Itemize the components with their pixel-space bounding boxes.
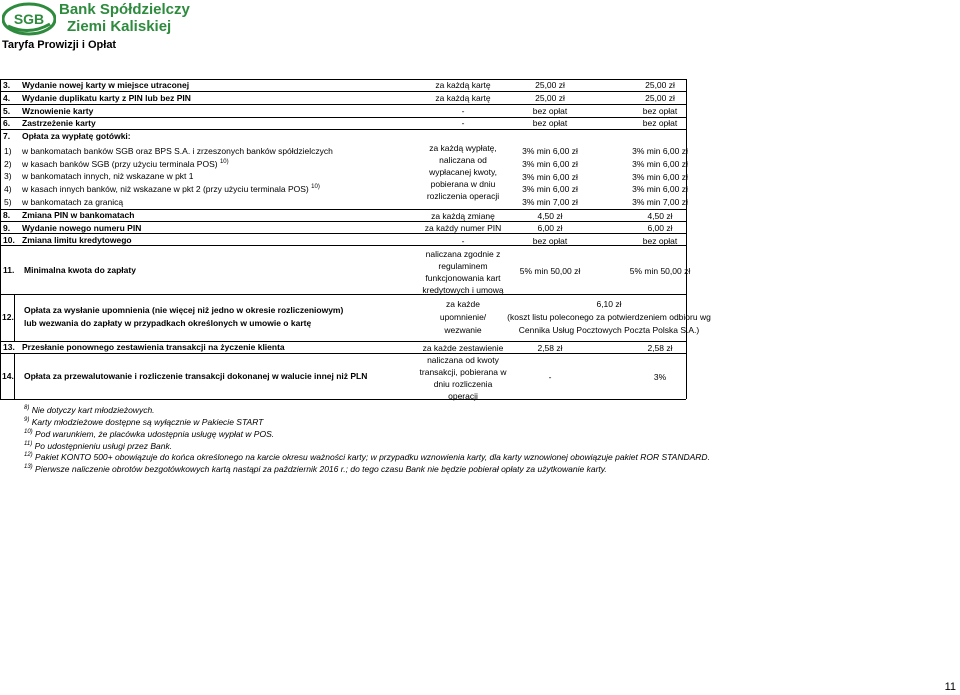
footnote-text: Pierwsze naliczenie obrotów bezgotówkowych kartą nastąpi za październik 2016 r.; do tego czasu Bank nie będzie pobierał opłaty za użytkowanie karty. [35, 464, 607, 474]
footnote-text: Nie dotyczy kart młodzieżowych. [31, 405, 155, 415]
footnote-ref: 10) [311, 184, 320, 191]
row-value-2: 5% min 50,00 zł [629, 266, 691, 276]
value-line: Cennika Usług Pocztowych Poczta Polska S.A.) [518, 325, 700, 335]
footnote-mark: 11) [24, 441, 33, 448]
row-label: Zmiana PIN w bankomatach [22, 210, 135, 220]
row-value-1: 2,58 zł [537, 343, 563, 353]
sub-value-1: 3% min 7,00 zł [522, 197, 578, 207]
row-value-2: 3% [653, 372, 667, 382]
row-label: Zastrzeżenie karty [22, 118, 96, 128]
row-number: 6. [3, 118, 11, 128]
label-line: lub wezwania do zapłaty w przypadkach określonych w umowie o kartę [24, 318, 312, 328]
footnote [24, 464, 607, 475]
row-number: 11. [3, 265, 15, 275]
footnote [24, 405, 155, 416]
sub-value-2: 3% min 6,00 zł [632, 172, 688, 182]
sub-value-1: 3% min 6,00 zł [522, 159, 578, 169]
value-line: 6,10 zł [596, 299, 622, 309]
row-number: 5. [3, 106, 11, 116]
label-line: Opłata za wysłanie upomnienia (nie więcej niż jedno w okresie rozliczeniowym) [24, 305, 344, 315]
row-mode: - [461, 236, 465, 246]
row-value-1: 25,00 zł [535, 93, 565, 103]
mode-line: naliczana zgodnie z [425, 249, 501, 259]
row-label: Opłata za przewalutowanie i rozliczenie transakcji dokonanej w walucie innej niż PLN [24, 371, 368, 381]
row-number: 7. [3, 131, 11, 141]
page-number: 11 [944, 681, 956, 693]
row-mode: - [461, 118, 465, 128]
footnote [24, 417, 263, 428]
row-value-1: bez opłat [532, 118, 568, 128]
row-label: Wydanie duplikatu karty z PIN lub bez PIN [22, 93, 191, 103]
row-value-2: 2,58 zł [647, 343, 673, 353]
row-value-2: 25,00 zł [645, 93, 675, 103]
doc-title: Taryfa Prowizji i Opłat [2, 39, 117, 51]
row-number: 14. [2, 371, 14, 381]
svg-text:SGB: SGB [13, 11, 45, 27]
row-mode: za każdy numer PIN [424, 223, 502, 233]
row-mode: za każdą kartę [435, 80, 491, 90]
footnote-text: Pod warunkiem, że placówka udostępnia usługę wypłat w POS. [35, 429, 275, 439]
value-line: (koszt listu poleconego za potwierdzeniem odbioru wg [507, 312, 711, 322]
row-label: Wydanie nowego numeru PIN [22, 223, 142, 233]
mode-line: naliczana od [439, 155, 487, 165]
sub-number: 5) [4, 197, 12, 207]
mode-line: regulaminem [438, 261, 488, 271]
row-label: Wznowienie karty [22, 106, 94, 116]
mode-line: upomnienie/ [439, 312, 487, 322]
row-value-1: 5% min 50,00 zł [519, 266, 581, 276]
sub-label: w kasach innych banków, niż wskazane w pkt 2 (przy użyciu terminala POS) [22, 184, 309, 194]
mode-line: za każdą wypłatę, [429, 143, 497, 153]
row-number: 12. [2, 312, 14, 322]
mode-line: transakcji, pobierana w [419, 367, 507, 377]
row-value-1: 25,00 zł [535, 80, 565, 90]
footnote-mark: 9) [24, 417, 30, 424]
row-number: 9. [3, 223, 11, 233]
row-value-2: bez opłat [642, 118, 678, 128]
row-value-1: bez opłat [532, 236, 568, 246]
sub-value-2: 3% min 6,00 zł [632, 159, 688, 169]
sub-value-2: 3% min 6,00 zł [632, 184, 688, 194]
row-value-1: 4,50 zł [537, 211, 563, 221]
footnote-ref: 10) [219, 159, 229, 166]
footnote-mark: 10) [24, 429, 33, 436]
row-value-2: bez opłat [642, 106, 678, 116]
bank-name-line1: Bank Spółdzielczy [59, 1, 190, 18]
row-number: 3. [3, 80, 11, 90]
sub-label: w kasach banków SGB (przy użyciu terminala POS) [22, 159, 218, 169]
row-mode: - [461, 106, 465, 116]
mode-line: wypłacanej kwoty, [429, 167, 497, 177]
row-value-2: 6,00 zł [647, 223, 673, 233]
row-value-2: 4,50 zł [647, 211, 673, 221]
mode-line: operacji [448, 391, 478, 401]
sub-value-2: 3% min 7,00 zł [632, 197, 688, 207]
sub-label: w bankomatach za granicą [22, 197, 124, 207]
sub-value-1: 3% min 6,00 zł [522, 184, 578, 194]
mode-line: za każde [445, 299, 481, 309]
sub-value-1: 3% min 6,00 zł [522, 146, 578, 156]
row-label: Zmiana limitu kredytowego [22, 235, 132, 245]
sub-label-wrap [22, 184, 320, 195]
row-value-1: bez opłat [532, 106, 568, 116]
row-value-block [495, 299, 723, 336]
mode-line: rozliczenia operacji [426, 191, 500, 201]
sub-label-wrap [22, 159, 229, 170]
mode-line: funkcjonowania kart [425, 273, 501, 283]
row-label: Minimalna kwota do zapłaty [24, 265, 136, 275]
sub-number: 3) [4, 171, 12, 181]
sub-label: w bankomatach banków SGB oraz BPS S.A. i zrzeszonych banków spółdzielczych [22, 146, 333, 156]
bank-name-line2: Ziemi Kaliskiej [67, 18, 172, 35]
row-number: 4. [3, 93, 11, 103]
mode-line: pobierana w dniu [430, 179, 496, 189]
row-mode-block [393, 143, 533, 202]
footnote-mark: 12) [24, 452, 33, 459]
footnote-text: Karty młodzieżowe dostępne są wyłącznie w Pakiecie START [31, 417, 264, 427]
row-value-2: bez opłat [642, 236, 678, 246]
footnote [24, 452, 710, 463]
footnote [24, 441, 172, 452]
row-label: Przesłanie ponownego zestawienia transakcji na życzenie klienta [22, 342, 285, 352]
footnote-mark: 8) [24, 405, 30, 412]
row-value-1: 6,00 zł [537, 223, 563, 233]
sub-value-1: 3% min 6,00 zł [522, 172, 578, 182]
row-value-2: 25,00 zł [645, 80, 675, 90]
row-label-block [24, 305, 343, 329]
row-number: 8. [3, 210, 11, 220]
row-label: Opłata za wypłatę gotówki: [22, 131, 131, 141]
footnote-text: Po udostępnieniu usługi przez Bank. [34, 441, 173, 451]
row-number: 10. [3, 235, 15, 245]
row-label: Wydanie nowej karty w miejsce utraconej [22, 80, 190, 90]
footnote-mark: 13) [24, 464, 33, 471]
sub-number: 2) [4, 159, 12, 169]
mode-line: dniu rozliczenia [433, 379, 493, 389]
mode-line: kredytowych i umową [422, 285, 504, 295]
row-mode: za każdą zmianę [431, 211, 495, 221]
mode-line: naliczana od kwoty [427, 355, 499, 365]
mode-line: wezwanie [444, 325, 482, 335]
row-number: 13. [3, 342, 15, 352]
sgb-logo-icon [2, 2, 56, 36]
row-mode: za każdą kartę [435, 93, 491, 103]
sub-value-2: 3% min 6,00 zł [632, 146, 688, 156]
row-value-1: - [548, 372, 552, 382]
sub-number: 4) [4, 184, 12, 194]
row-mode: za każde zestawienie [422, 343, 504, 353]
footnote [24, 429, 274, 440]
sub-label: w bankomatach innych, niż wskazane w pkt 1 [22, 171, 194, 181]
footnote-text: Pakiet KONTO 500+ obowiązuje do końca określonego na karcie okresu ważności karty; w przypadku wznowienia karty, dla karty wznowionej obowiązuje pakiet ROR STANDARD. [35, 452, 710, 462]
sub-number: 1) [4, 146, 12, 156]
